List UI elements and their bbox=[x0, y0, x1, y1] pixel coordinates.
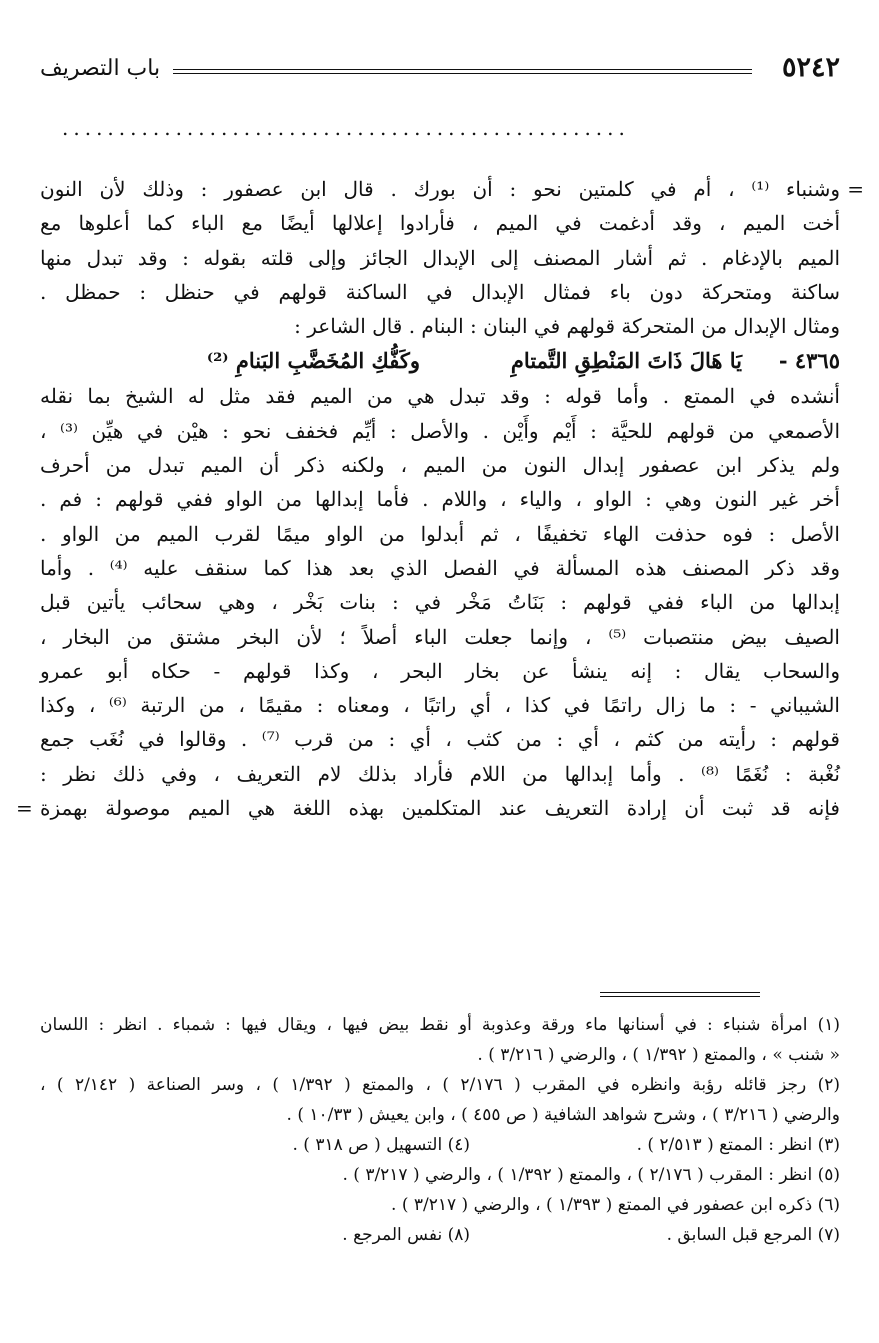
footnote-line-1: (١) امرأة شنباء : في أسنانها ماء ورقة وعذوبة أو نقط بيض فيها ، ويقال فيها : شمباء . انظر : اللسان bbox=[40, 1015, 840, 1035]
body-line-15: الشيباني - : ما زال راتمًا في كذا ، أي راتبًا ، ومعناه : مقيمًا ، من الرتبة ⁽⁶⁾ ، وكذا bbox=[40, 693, 840, 718]
body-line-14: والسحاب يقال : إنه ينشأ عن بخار البحر ، وكذا قولهم - حكاه أبو عمرو bbox=[40, 658, 840, 683]
footnote-line-2: « شنب » ، والممتع ( ١/٣٩٢ ) ، والرضي ( ٣/٢١٦ ) . bbox=[477, 1045, 840, 1065]
chapter-title: باب التصريف bbox=[40, 56, 161, 81]
body-line-12: إبدالها من الباء ففي قولهم : بَنَاتُ مَخْر في : بنات بَخْر ، وهي سحائب يأتين قبل bbox=[40, 590, 840, 615]
footnote-row-7-8 bbox=[40, 1220, 840, 1250]
main-text bbox=[16, 172, 864, 825]
body-line-7: الأصمعي من قولهم للحيَّة : أَيْم وأَيْن . والأصل : أيِّم فخفف نحو : هيْن في هيِّن ⁽³⁾ ، bbox=[40, 418, 840, 443]
footnote-6: (٦) ذكره ابن عصفور في الممتع ( ١/٣٩٣ ) ، والرضي ( ٣/٢١٧ ) . bbox=[391, 1195, 840, 1215]
footnote-row-3-4 bbox=[40, 1130, 840, 1160]
body-line-text: وشنباء ⁽¹⁾ ، أم في كلمتين نحو : أن بورك . قال ابن عصفور : وذلك لأن النون bbox=[40, 177, 840, 201]
footnote-line-4: والرضي ( ٣/٢١٦ ) ، وشرح شواهد الشافية ( ص ٤٥٥ ) ، وابن يعيش ( ١٠/٣٣ ) . bbox=[286, 1105, 840, 1125]
body-line-4: ساكنة ومتحركة دون باء فمثال الإبدال في الساكنة قولهم في حنظل : حمظل . bbox=[40, 279, 840, 304]
footnote-5: (٥) انظر : المقرب ( ٢/١٧٦ ) ، والممتع ( ١/٣٩٢ ) ، والرضي ( ٣/٢١٧ ) . bbox=[342, 1165, 840, 1185]
body-line-11: وقد ذكر المصنف هذه المسألة في الفصل الذي بعد هذا كما سنقف عليه ⁽⁴⁾ . وأما bbox=[40, 555, 840, 580]
dotted-separator: .................................................. bbox=[62, 118, 630, 138]
body-line-5: ومثال الإبدال من المتحركة قولهم في البنان : البنام . قال الشاعر : bbox=[294, 314, 840, 339]
footnotes bbox=[40, 1010, 840, 1250]
body-line-text: فإنه قد ثبت أن إرادة التعريف عند المتكلمين بهذه اللغة هي الميم موصولة بهمزة bbox=[40, 796, 840, 821]
verse-first-hemistich: يَا هَالَ ذَاتَ المَنْطِقِ التَّمتامِ bbox=[510, 348, 742, 374]
body-line-18 bbox=[16, 791, 840, 825]
body-line-2: أخت الميم ، وقد أدغمت في الميم ، فأرادوا إعلالها أيضًا مع الباء كما أعلوها مع bbox=[40, 211, 840, 236]
header-rule bbox=[173, 69, 752, 74]
continuation-mark-end: = bbox=[16, 796, 33, 821]
body-line-17: نُغْبة : نُغَمًا ⁽⁸⁾ . وأما إبدالها من اللام فأراد بذلك لام التعريف ، وفي ذلك نظر : bbox=[40, 761, 840, 786]
running-header bbox=[40, 52, 840, 92]
body-line-1 bbox=[40, 172, 864, 206]
footnote-line-3: (٢) رجز قائله رؤبة وانظره في المقرب ( ٢/١٧٦ ) ، والممتع ( ١/٣٩٢ ) ، وسر الصناعة ( ٢/١٤٢ ) ، bbox=[40, 1075, 840, 1095]
body-line-6: أنشده في الممتع . وأما قوله : وقد تبدل هي من الميم فقد مثل له الشيخ بما نقله bbox=[40, 384, 840, 409]
body-line-10: الأصل : فوه حذفت الهاء تخفيفًا ، ثم أبدلوا من الواو ميمًا لقرب الميم من الواو . bbox=[40, 521, 840, 546]
footnote-4: (٤) التسهيل ( ص ٣١٨ ) . bbox=[292, 1135, 470, 1155]
body-line-13: الصيف بيض منتصبات ⁽⁵⁾ ، وإنما جعلت الباء أصلاً ؛ لأن البخر مشتق من البخار ، bbox=[40, 624, 840, 649]
footnote-7: (٧) المرجع قبل السابق . bbox=[666, 1225, 840, 1245]
footnote-rule bbox=[600, 992, 760, 997]
body-line-16: قولهم : رأيته من كثم ، أي : من كثب ، أي : من قرب ⁽⁷⁾ . وقالوا في نُغَب جمع bbox=[40, 727, 840, 752]
body-line-8: ولم يذكر ابن عصفور إبدال النون من الميم ، ولكنه ذكر أن الميم تبدل من أحرف bbox=[40, 453, 840, 478]
poetry-verse bbox=[40, 343, 840, 379]
footnote-8: (٨) نفس المرجع . bbox=[342, 1225, 470, 1245]
body-line-3: الميم بالإدغام . ثم أشار المصنف إلى الإبدال الجائز وإلى قلته بقوله : وقد تبدل منها bbox=[40, 245, 840, 270]
footnote-3: (٣) انظر : الممتع ( ٢/٥١٣ ) . bbox=[636, 1135, 840, 1155]
verse-second-hemistich: وكَفُّكِ المُخَضَّبِ البَنامِ ⁽²⁾ bbox=[206, 348, 420, 374]
continuation-mark-start: = bbox=[847, 177, 864, 201]
verse-number: ٤٣٦٥ - bbox=[778, 348, 840, 374]
body-line-9: أخر غير النون وهي : الواو ، والياء ، واللام . فأما إبدالها من الواو ففي قولهم : فم . bbox=[40, 487, 840, 512]
page-number: ٥٢٤٢ bbox=[781, 52, 840, 83]
